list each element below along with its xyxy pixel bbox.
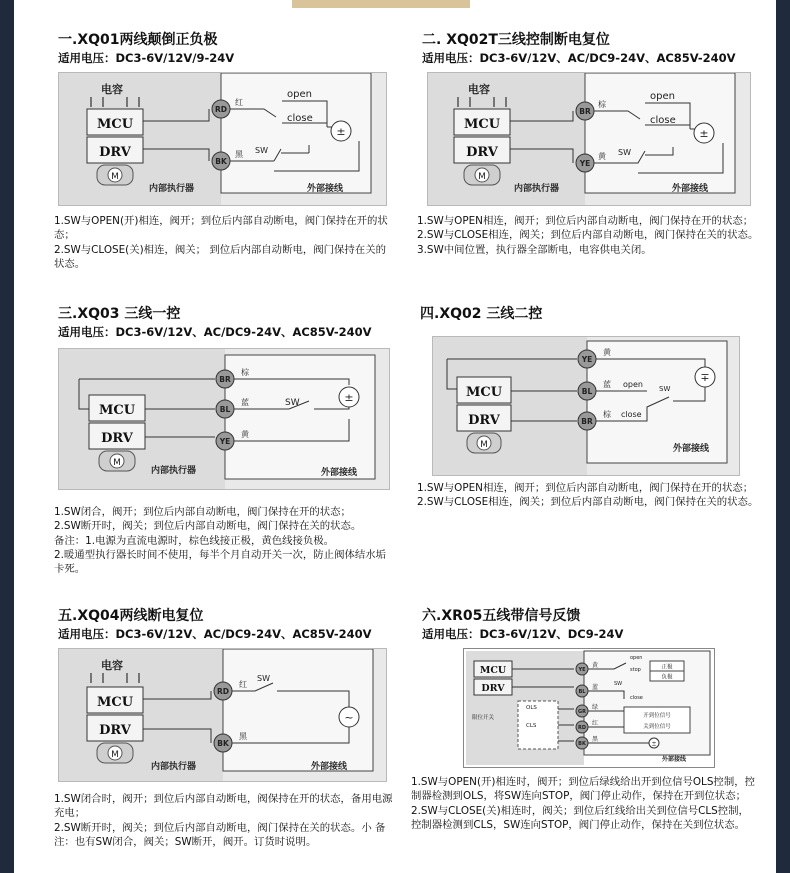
terminal-rd-label: RD <box>577 725 587 731</box>
section-2-header <box>422 31 736 66</box>
terminal-rd-label: RD <box>216 687 230 696</box>
drv-label: DRV <box>101 431 133 446</box>
close-signal-label: 关到位信号 <box>643 724 671 730</box>
internal-label: 内部执行器 <box>151 466 197 476</box>
note-line: 备注：1.电源为直流电源时，棕色线接正极，黄色线接负极。 <box>54 534 335 547</box>
close-label: close <box>630 695 643 701</box>
source-label: ± <box>651 740 657 748</box>
note-line: 1.SW闭合，阀开；到位后内部自动断电，阀门保持在开的状态； <box>54 506 351 518</box>
limit-switch-label: 限位开关 <box>472 715 495 721</box>
stop-label: stop <box>630 667 641 673</box>
wire-red-label: 红 <box>235 98 243 107</box>
wire-brown-label: 棕 <box>241 368 249 377</box>
internal-label: 内部执行器 <box>514 184 560 194</box>
capacitor-label: 电容 <box>468 83 490 96</box>
capacitor-label: 电容 <box>101 83 123 96</box>
external-label: 外部接线 <box>321 468 358 478</box>
source-label: ± <box>699 127 709 140</box>
wiring-diagram-5 <box>58 648 387 782</box>
ols-label: OLS <box>526 705 537 711</box>
section-title: 二. XQ02T三线控制断电复位 <box>422 32 610 48</box>
wire-green-label: 绿 <box>592 704 599 711</box>
terminal-br-label: BR <box>581 417 593 426</box>
section-5-header <box>58 607 372 642</box>
note-line: 1.SW与OPEN相连，阀开；到位后内部自动断电，阀门保持在开的状态； <box>417 482 754 494</box>
section-title: 四.XQ02 三线二控 <box>420 306 543 322</box>
note-line: 2.SW与CLOSE(关)相连，阀关； 到位后内部自动断电，阀门保持在关的状态。 <box>54 243 386 270</box>
open-label: open <box>630 655 643 661</box>
sw-label: SW <box>257 674 270 683</box>
wire-brown-label: 棕 <box>598 100 606 109</box>
external-label: 外部接线 <box>673 444 710 454</box>
terminal-ye-label: YE <box>579 159 591 168</box>
close-label: close <box>621 410 642 419</box>
mcu-label: MCU <box>463 117 501 132</box>
terminal-br-label: BR <box>219 375 231 384</box>
source-label: ± <box>344 391 354 404</box>
drv-label: DRV <box>481 683 505 694</box>
section-2-notes <box>417 214 759 257</box>
note-line: 2.SW与CLOSE(关)相连时，阀关；到位后红线给出关到位信号CLS控制，控制器检测到CLS，SW连向STOP，阀门停止动作，保持在关到位状态。 <box>411 804 749 831</box>
drv-label: DRV <box>468 413 500 428</box>
positive-label: 正极 <box>661 664 673 671</box>
wiring-diagram-4 <box>432 336 740 476</box>
wire-black-label: 黑 <box>235 150 243 159</box>
section-voltage: 适用电压：DC3-6V/12V、AC/DC9-24V、AC85V-240V <box>58 627 372 641</box>
note-line: 1.SW与OPEN相连，阀开；到位后内部自动断电，阀门保持在开的状态； <box>417 215 754 227</box>
section-1-notes <box>54 214 394 271</box>
wire-black-label: 黑 <box>592 736 599 743</box>
sw-label: SW <box>618 148 631 157</box>
wire-brown-label: 棕 <box>603 410 611 419</box>
section-5-notes <box>54 792 396 849</box>
terminal-gr-label: GR <box>578 709 586 715</box>
header-tab <box>292 0 470 8</box>
negative-label: 负极 <box>661 674 673 681</box>
sw-label: SW <box>614 681 623 687</box>
wiring-diagram-1 <box>58 72 387 206</box>
note-line: 2.SW断开时，阀关；到位后内部自动断电，阀门保持在关的状态。小 备注：也有SW闭合，阀关；SW断开，阀开。订货时说明。 <box>54 821 386 848</box>
terminal-ye-label: YE <box>581 355 593 364</box>
wire-yellow-label: 黄 <box>603 348 611 357</box>
section-title: 六.XR05五线带信号反馈 <box>422 608 581 624</box>
mcu-label: MCU <box>96 695 134 710</box>
mcu-label: MCU <box>479 665 507 676</box>
external-label: 外部接线 <box>662 756 687 763</box>
wire-yellow-label: 黄 <box>598 152 606 161</box>
wire-blue-label: 蓝 <box>592 684 599 691</box>
sw-label: SW <box>255 146 268 155</box>
section-title: 三.XQ03 三线一控 <box>58 306 181 322</box>
terminal-br-label: BR <box>579 107 591 116</box>
internal-label: 内部执行器 <box>149 184 195 194</box>
wire-yellow-label: 黄 <box>592 662 599 669</box>
mcu-label: MCU <box>98 403 136 418</box>
motor-label: M <box>113 458 121 468</box>
section-6-notes <box>411 775 759 832</box>
terminal-bl-label: BL <box>219 405 231 414</box>
section-voltage: 适用电压：DC3-6V/12V/9-24V <box>58 51 235 65</box>
motor-label: M <box>480 440 488 450</box>
note-line: 1.SW与OPEN(开)相连，阀开；到位后内部自动断电，阀门保持在开的状态； <box>54 215 388 242</box>
motor-label: M <box>111 172 119 182</box>
section-4-notes <box>417 481 759 510</box>
open-label: open <box>287 89 312 100</box>
section-3-notes <box>54 505 396 576</box>
wire-yellow-label: 黄 <box>241 430 249 439</box>
section-title: 一.XQ01两线颠倒正负极 <box>58 32 218 48</box>
limit-switch-box <box>518 701 558 749</box>
section-4-header <box>420 305 542 323</box>
close-label: close <box>650 115 676 126</box>
wire-red-label: 红 <box>239 680 247 689</box>
sw-label: SW <box>659 385 671 393</box>
terminal-ye-label: YE <box>219 437 231 446</box>
terminal-rd-label: RD <box>214 105 228 114</box>
section-6-header <box>422 607 623 642</box>
note-line: 2.SW与CLOSE相连，阀关；到位后内部自动断电，阀门保持在关的状态。 <box>417 496 759 509</box>
close-label: close <box>287 113 313 124</box>
mcu-label: MCU <box>96 117 134 132</box>
section-voltage: 适用电压：DC3-6V/12V、DC9-24V <box>422 627 624 641</box>
note-line: 1.SW与OPEN(开)相连时，阀开；到位后绿线给出开到位信号OLS控制，控制器检测到OLS，将SW连向STOP，阀门停止动作，保持在开到位状态； <box>411 776 755 803</box>
cls-label: CLS <box>526 723 537 729</box>
source-label: ~ <box>344 711 354 724</box>
wire-red-label: 红 <box>592 720 599 727</box>
external-label: 外部接线 <box>307 184 344 194</box>
sw-label: SW <box>285 398 300 408</box>
terminal-bl-label: BL <box>581 387 593 396</box>
section-voltage: 适用电压：DC3-6V/12V、AC/DC9-24V、AC85V-240V <box>422 51 736 65</box>
external-label: 外部接线 <box>311 762 348 772</box>
drv-label: DRV <box>99 723 131 738</box>
wiring-diagram-2 <box>427 72 751 206</box>
external-label: 外部接线 <box>672 184 709 194</box>
terminal-bk-label: BK <box>578 741 586 747</box>
section-1-header <box>58 31 234 66</box>
section-3-header <box>58 305 372 340</box>
source-label: ± <box>336 125 346 138</box>
section-title: 五.XQ04两线断电复位 <box>58 608 204 624</box>
wiring-diagram-6 <box>463 648 715 768</box>
terminal-ye-label: YE <box>578 667 586 673</box>
section-voltage: 适用电压：DC3-6V/12V、AC/DC9-24V、AC85V-240V <box>58 325 372 339</box>
mcu-label: MCU <box>465 385 503 400</box>
wiring-diagram-3 <box>58 348 390 490</box>
wire-blue-label: 蓝 <box>603 380 611 389</box>
motor-label: M <box>478 172 486 182</box>
wire-black-label: 黑 <box>239 732 247 741</box>
open-label: open <box>623 380 643 389</box>
note-line: 2.SW断开时，阀关；到位后内部自动断电，阀门保持在关的状态。 <box>54 520 362 533</box>
terminal-bl-label: BL <box>578 689 586 695</box>
external-region <box>584 651 710 755</box>
note-line: 3.SW中间位置，执行器全部断电，电容供电关闭。 <box>417 243 652 256</box>
terminal-bk-label: BK <box>217 739 229 748</box>
drv-label: DRV <box>99 145 131 160</box>
note-line: 2.暖通型执行器长时间不使用，每半个月自动开关一次，防止阀体结水垢卡死。 <box>54 548 387 576</box>
internal-label: 内部执行器 <box>151 762 197 772</box>
capacitor-label: 电容 <box>101 659 123 672</box>
drv-label: DRV <box>466 145 498 160</box>
motor-label: M <box>111 750 119 760</box>
note-line: 1.SW闭合时，阀开；到位后内部自动断电，阀保持在开的状态，备用电源充电； <box>54 793 393 820</box>
source-label: ∓ <box>700 371 710 384</box>
open-label: open <box>650 91 675 102</box>
terminal-bk-label: BK <box>215 157 227 166</box>
note-line: 2.SW与CLOSE相连，阀关；到位后内部自动断电，阀门保持在关的状态。 <box>417 229 759 242</box>
wire-blue-label: 蓝 <box>241 398 249 407</box>
open-signal-label: 开到位信号 <box>643 713 671 719</box>
